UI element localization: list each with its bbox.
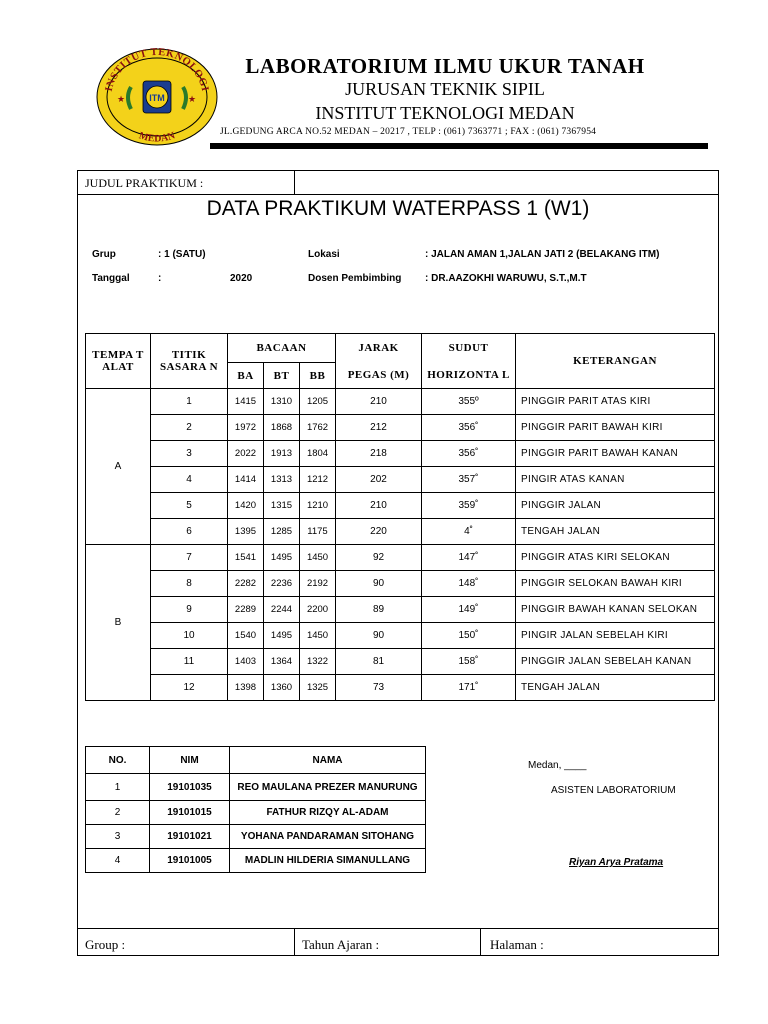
divider xyxy=(480,928,481,956)
logo-center-text: ITM xyxy=(149,93,165,103)
header-no: NO. xyxy=(86,747,150,774)
bb-cell: 1322 xyxy=(300,649,336,675)
department-title: JURUSAN TEKNIK SIPIL xyxy=(345,79,545,99)
keterangan-cell: PINGGIR PARIT ATAS KIRI xyxy=(516,389,715,415)
logo-text-bottom: MEDAN xyxy=(137,130,177,145)
keterangan-cell: PINGIR ATAS KANAN xyxy=(516,467,715,493)
bt-cell: 1313 xyxy=(264,467,300,493)
jarak-cell: 210 xyxy=(336,389,422,415)
bb-cell: 1212 xyxy=(300,467,336,493)
titik-cell: 5 xyxy=(151,493,228,519)
header-ba: BA xyxy=(228,363,264,389)
header-nama: NAMA xyxy=(230,747,426,774)
member-nim: 19101021 xyxy=(150,825,230,849)
titik-cell: 3 xyxy=(151,441,228,467)
divider xyxy=(77,928,719,929)
bb-cell: 1804 xyxy=(300,441,336,467)
header-keterangan: KETERANGAN xyxy=(516,334,715,389)
sudut-cell: 149˚ xyxy=(422,597,516,623)
header-bb: BB xyxy=(300,363,336,389)
ba-cell: 1414 xyxy=(228,467,264,493)
members-table xyxy=(85,746,426,873)
bt-cell: 1360 xyxy=(264,675,300,701)
header-horizontal: HORIZONTA L xyxy=(422,363,516,389)
titik-cell: 4 xyxy=(151,467,228,493)
jarak-cell: 90 xyxy=(336,623,422,649)
bt-cell: 2236 xyxy=(264,571,300,597)
jarak-cell: 220 xyxy=(336,519,422,545)
jarak-cell: 218 xyxy=(336,441,422,467)
header-bt: BT xyxy=(264,363,300,389)
bb-cell: 1450 xyxy=(300,623,336,649)
titik-cell: 1 xyxy=(151,389,228,415)
titik-cell: 12 xyxy=(151,675,228,701)
ba-cell: 1972 xyxy=(228,415,264,441)
keterangan-cell: PINGGIR JALAN SEBELAH KANAN xyxy=(516,649,715,675)
tanggal-colon: : xyxy=(158,273,162,284)
header-sudut: SUDUT xyxy=(422,334,516,363)
tempat-alat-cell: A xyxy=(86,389,151,545)
titik-cell: 10 xyxy=(151,623,228,649)
jarak-cell: 73 xyxy=(336,675,422,701)
keterangan-cell: TENGAH JALAN xyxy=(516,519,715,545)
sudut-cell: 357˚ xyxy=(422,467,516,493)
titik-cell: 9 xyxy=(151,597,228,623)
jarak-cell: 202 xyxy=(336,467,422,493)
svg-text:★: ★ xyxy=(188,94,197,104)
bt-cell: 1868 xyxy=(264,415,300,441)
member-no: 2 xyxy=(86,801,150,825)
ba-cell: 1398 xyxy=(228,675,264,701)
member-nim: 19101005 xyxy=(150,849,230,873)
waterpass-table xyxy=(85,333,715,701)
titik-cell: 7 xyxy=(151,545,228,571)
place-date: Medan, ____ xyxy=(528,760,587,771)
table-row xyxy=(86,545,715,571)
bt-cell: 2244 xyxy=(264,597,300,623)
sudut-cell: 148˚ xyxy=(422,571,516,597)
table-row xyxy=(86,597,715,623)
header-pegas: PEGAS (M) xyxy=(336,363,422,389)
titik-cell: 6 xyxy=(151,519,228,545)
sudut-cell: 4˚ xyxy=(422,519,516,545)
institute-logo xyxy=(95,47,220,147)
assistant-role: ASISTEN LABORATORIUM xyxy=(551,785,676,796)
ba-cell: 1415 xyxy=(228,389,264,415)
footer-group-label: Group : xyxy=(85,937,126,952)
keterangan-cell: TENGAH JALAN xyxy=(516,675,715,701)
table-row xyxy=(86,467,715,493)
member-no: 4 xyxy=(86,849,150,873)
sudut-cell: 171˚ xyxy=(422,675,516,701)
member-row xyxy=(86,801,426,825)
judul-praktikum-label: JUDUL PRAKTIKUM : xyxy=(85,176,204,190)
member-row xyxy=(86,825,426,849)
address-line: JL.GEDUNG ARCA NO.52 MEDAN – 20217 , TELP : (061) 7363771 ; FAX : (061) 7367954 xyxy=(220,127,597,137)
sudut-cell: 356˚ xyxy=(422,441,516,467)
header-bacaan: BACAAN xyxy=(228,334,336,363)
member-no: 1 xyxy=(86,774,150,801)
divider xyxy=(294,170,295,194)
footer-halaman-label: Halaman : xyxy=(490,937,544,952)
header-jarak: JARAK xyxy=(336,334,422,363)
titik-cell: 8 xyxy=(151,571,228,597)
bt-cell: 1495 xyxy=(264,545,300,571)
ba-cell: 1420 xyxy=(228,493,264,519)
header-titik-sasaran: TITIK SASARA N xyxy=(151,334,228,389)
sudut-cell: 355º xyxy=(422,389,516,415)
table-row xyxy=(86,519,715,545)
bb-cell: 2192 xyxy=(300,571,336,597)
lokasi-label: Lokasi xyxy=(308,249,340,260)
bb-cell: 1325 xyxy=(300,675,336,701)
table-row xyxy=(86,415,715,441)
bb-cell: 1205 xyxy=(300,389,336,415)
institute-title: INSTITUT TEKNOLOGI MEDAN xyxy=(315,103,575,123)
table-row xyxy=(86,623,715,649)
member-row xyxy=(86,849,426,873)
keterangan-cell: PINGGIR ATAS KIRI SELOKAN xyxy=(516,545,715,571)
bt-cell: 1913 xyxy=(264,441,300,467)
sudut-cell: 147˚ xyxy=(422,545,516,571)
bb-cell: 1210 xyxy=(300,493,336,519)
bb-cell: 2200 xyxy=(300,597,336,623)
member-nama: FATHUR RIZQY AL-ADAM xyxy=(230,801,426,825)
bb-cell: 1762 xyxy=(300,415,336,441)
jarak-cell: 92 xyxy=(336,545,422,571)
header-rule xyxy=(210,143,708,149)
dosen-value: : DR.AAZOKHI WARUWU, S.T.,M.T xyxy=(425,273,587,284)
table-row xyxy=(86,571,715,597)
member-no: 3 xyxy=(86,825,150,849)
page-title: DATA PRAKTIKUM WATERPASS 1 (W1) xyxy=(206,197,590,220)
sudut-cell: 359˚ xyxy=(422,493,516,519)
ba-cell: 1403 xyxy=(228,649,264,675)
table-row xyxy=(86,389,715,415)
grup-label: Grup xyxy=(92,249,116,260)
member-nim: 19101035 xyxy=(150,774,230,801)
ba-cell: 1541 xyxy=(228,545,264,571)
bt-cell: 1285 xyxy=(264,519,300,545)
titik-cell: 11 xyxy=(151,649,228,675)
tanggal-value: 2020 xyxy=(230,273,253,284)
keterangan-cell: PINGIR JALAN SEBELAH KIRI xyxy=(516,623,715,649)
ba-cell: 2022 xyxy=(228,441,264,467)
header-nim: NIM xyxy=(150,747,230,774)
dosen-label: Dosen Pembimbing xyxy=(308,273,402,284)
tempat-alat-cell: B xyxy=(86,545,151,701)
sudut-cell: 150˚ xyxy=(422,623,516,649)
divider xyxy=(77,194,719,195)
bt-cell: 1315 xyxy=(264,493,300,519)
keterangan-cell: PINGGIR BAWAH KANAN SELOKAN xyxy=(516,597,715,623)
svg-text:★: ★ xyxy=(117,94,126,104)
member-nama: YOHANA PANDARAMAN SITOHANG xyxy=(230,825,426,849)
jarak-cell: 81 xyxy=(336,649,422,675)
header-tempat-alat: TEMPA T ALAT xyxy=(86,334,151,389)
grup-value: : 1 (SATU) xyxy=(158,249,206,260)
footer-tahun-label: Tahun Ajaran : xyxy=(302,937,380,952)
jarak-cell: 210 xyxy=(336,493,422,519)
keterangan-cell: PINGGIR PARIT BAWAH KANAN xyxy=(516,441,715,467)
jarak-cell: 212 xyxy=(336,415,422,441)
bb-cell: 1175 xyxy=(300,519,336,545)
table-row xyxy=(86,675,715,701)
ba-cell: 1395 xyxy=(228,519,264,545)
table-row xyxy=(86,493,715,519)
ba-cell: 2289 xyxy=(228,597,264,623)
lab-title: LABORATORIUM ILMU UKUR TANAH xyxy=(245,54,645,78)
jarak-cell: 90 xyxy=(336,571,422,597)
ba-cell: 2282 xyxy=(228,571,264,597)
tanggal-label: Tanggal xyxy=(92,273,130,284)
titik-cell: 2 xyxy=(151,415,228,441)
bt-cell: 1310 xyxy=(264,389,300,415)
keterangan-cell: PINGGIR JALAN xyxy=(516,493,715,519)
jarak-cell: 89 xyxy=(336,597,422,623)
keterangan-cell: PINGGIR PARIT BAWAH KIRI xyxy=(516,415,715,441)
ba-cell: 1540 xyxy=(228,623,264,649)
table-row xyxy=(86,649,715,675)
divider xyxy=(294,928,295,956)
bt-cell: 1364 xyxy=(264,649,300,675)
member-row xyxy=(86,774,426,801)
bt-cell: 1495 xyxy=(264,623,300,649)
member-nama: REO MAULANA PREZER MANURUNG xyxy=(230,774,426,801)
table-row xyxy=(86,441,715,467)
lokasi-value: : JALAN AMAN 1,JALAN JATI 2 (BELAKANG ITM) xyxy=(425,249,660,260)
logo-text-top: INSTITUT TEKNOLOGI xyxy=(103,47,211,93)
sudut-cell: 356˚ xyxy=(422,415,516,441)
assistant-name: Riyan Arya Pratama xyxy=(569,857,664,868)
bb-cell: 1450 xyxy=(300,545,336,571)
keterangan-cell: PINGGIR SELOKAN BAWAH KIRI xyxy=(516,571,715,597)
member-nim: 19101015 xyxy=(150,801,230,825)
sudut-cell: 158˚ xyxy=(422,649,516,675)
member-nama: MADLIN HILDERIA SIMANULLANG xyxy=(230,849,426,873)
